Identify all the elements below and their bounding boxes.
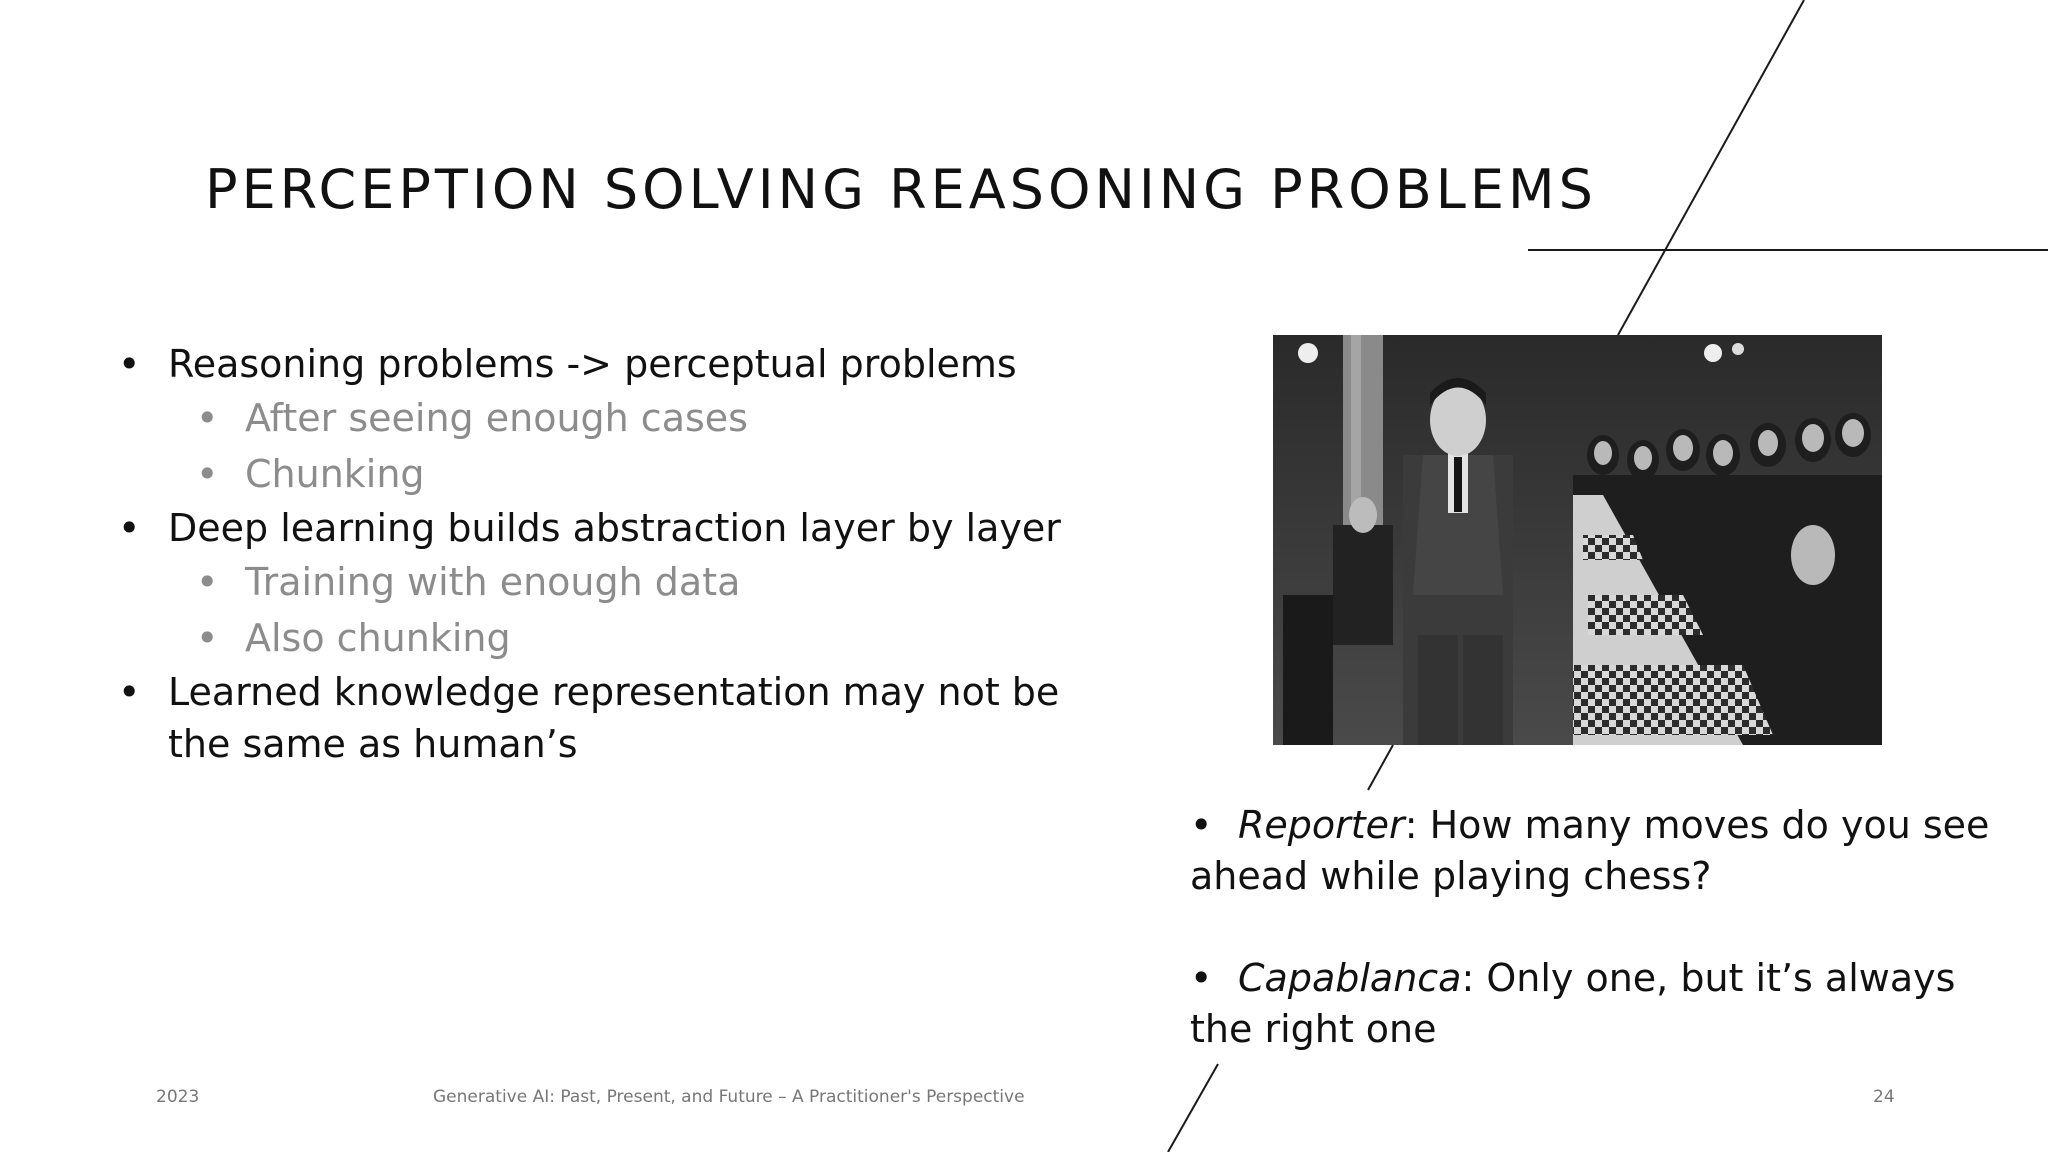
footer-year: 2023 [156,1087,200,1107]
bullet-glyph: • [196,396,219,440]
sub-bullet-item [118,390,1078,446]
slide-title: PERCEPTION SOLVING REASONING PROBLEMS [205,158,1597,221]
quote-text: : Only one, but it’s always the right one [1190,956,1956,1051]
bullet-item [118,502,1078,554]
quote-text: : How many moves do you see ahead while playing chess? [1190,803,1990,898]
bullet-list [118,338,1078,770]
bullet-text: Learned knowledge representation may not be the same as human’s [168,670,1060,766]
sub-bullet-item [118,554,1078,610]
bullet-glyph: • [196,560,219,604]
chess-exhibition-photo [1273,335,1882,745]
quote-item [1190,953,1990,1055]
sub-bullet-item [118,610,1078,666]
deco-line-bottom [1168,1064,1218,1152]
sub-bullet-item [118,446,1078,502]
bullet-text: Deep learning builds abstraction layer by layer [168,506,1061,550]
footer-title: Generative AI: Past, Present, and Future – A Practitioner's Perspective [433,1087,1025,1107]
quote-block [1190,800,1990,1055]
bullet-glyph: • [118,670,141,714]
deco-line-under-photo [1368,745,1393,790]
deco-line-top-right [1618,0,1804,335]
photo-illustration [1273,335,1882,745]
bullet-glyph: • [196,616,219,660]
sub-bullet-text: After seeing enough cases [245,396,748,440]
bullet-glyph: • [1190,956,1213,1000]
page-number: 24 [1873,1087,1895,1107]
quote-speaker: Reporter [1238,803,1405,847]
bullet-glyph: • [196,452,219,496]
sub-bullet-text: Training with enough data [245,560,741,604]
quote-speaker: Capablanca [1238,956,1462,1000]
bullet-glyph: • [1190,803,1213,847]
bullet-text: Reasoning problems -> perceptual problems [168,342,1017,386]
sub-bullet-text: Also chunking [245,616,511,660]
bullet-item [118,338,1078,390]
sub-bullet-text: Chunking [245,452,425,496]
quote-item [1190,800,1990,902]
bullet-glyph: • [118,342,141,386]
bullet-item [118,666,1078,770]
bullet-glyph: • [118,506,141,550]
